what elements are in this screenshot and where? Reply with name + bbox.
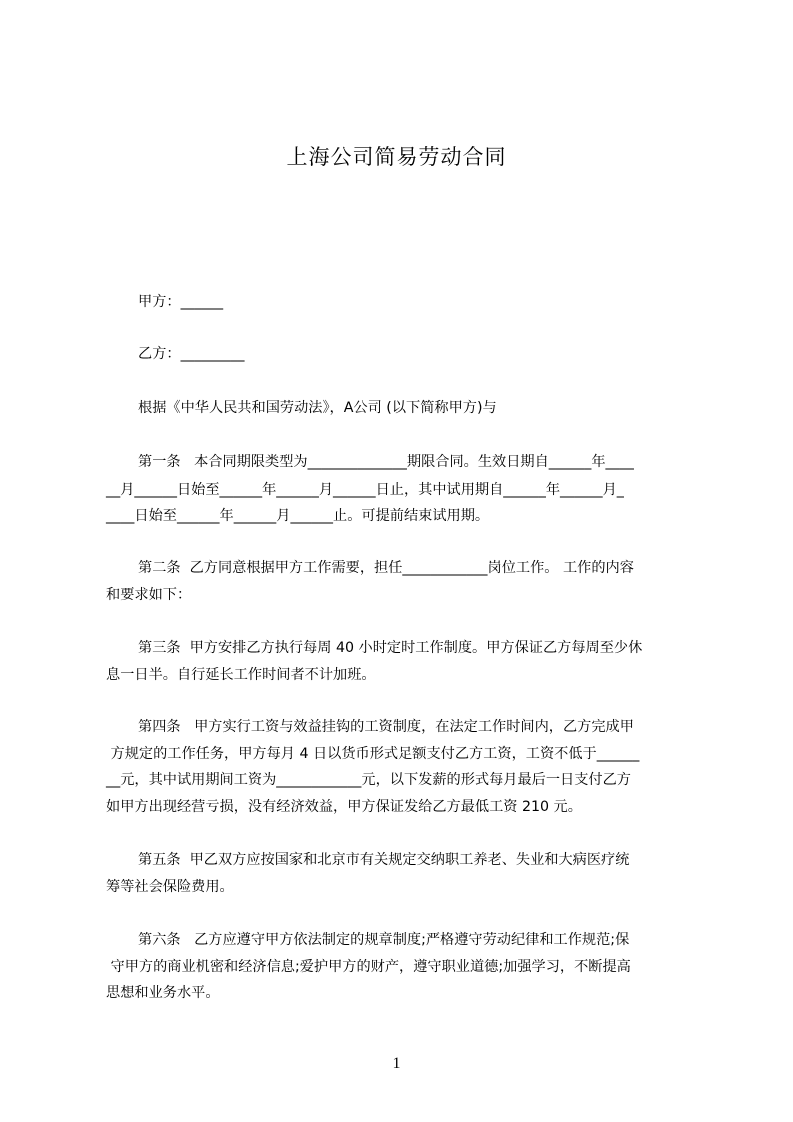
- party-b-line: 乙方：_________: [138, 346, 245, 362]
- article-4-line: 第四条 甲方实行工资与效益挂钩的工资制度，在法定工作时间内，乙方完成甲: [138, 719, 634, 735]
- article-4-line: 如甲方出现经营亏损，没有经济效益，甲方保证发给乙方最低工资 210 元。: [106, 799, 582, 815]
- article-6-line: 第六条 乙方应遵守甲方依法制定的规章制度;严格遵守劳动纪律和工作规范;保: [138, 932, 630, 948]
- party-a-line: 甲方：______: [138, 294, 224, 310]
- article-1-line: __月______日始至______年______月______日止，其中试用期自______年______月_: [106, 482, 624, 498]
- article-1-line: ____日始至______年______月______止。可提前结束试用期。: [106, 508, 490, 524]
- article-3-line: 第三条 甲方安排乙方执行每周 40 小时定时工作制度。甲方保证乙方每周至少休: [138, 640, 643, 656]
- article-2-line: 第二条 乙方同意根据甲方工作需要，担任____________岗位工作。 工作的内容: [138, 560, 634, 576]
- article-3-line: 息一日半。自行延长工作时间者不计加班。: [106, 667, 376, 683]
- document-title: 上海公司简易劳动合同: [286, 145, 507, 169]
- article-5-line: 筹等社会保险费用。: [106, 879, 234, 895]
- article-5-line: 第五条 甲乙双方应按国家和北京市有关规定交纳职工养老、失业和大病医疗统: [138, 852, 630, 868]
- article-6-line: 守甲方的商业机密和经济信息;爱护甲方的财产，遵守职业道德;加强学习，不断提高: [106, 959, 631, 975]
- article-2-line: 和要求如下：: [106, 587, 192, 603]
- article-4-line: __元，其中试用期间工资为____________元，以下发薪的形式每月最后一日支付乙方: [106, 772, 631, 788]
- article-6-line: 思想和业务水平。: [106, 985, 220, 1001]
- page-number: 1: [392, 1055, 401, 1072]
- article-4-line: 方规定的工作任务，甲方每月 4 日以货币形式足额支付乙方工资，工资不低于______: [106, 746, 640, 762]
- intro-paragraph: 根据《中华人民共和国劳动法》，A公司 (以下简称甲方)与: [138, 400, 497, 416]
- article-1-line: 第一条 本合同期限类型为______________期限合同。生效日期自______年____: [138, 454, 634, 470]
